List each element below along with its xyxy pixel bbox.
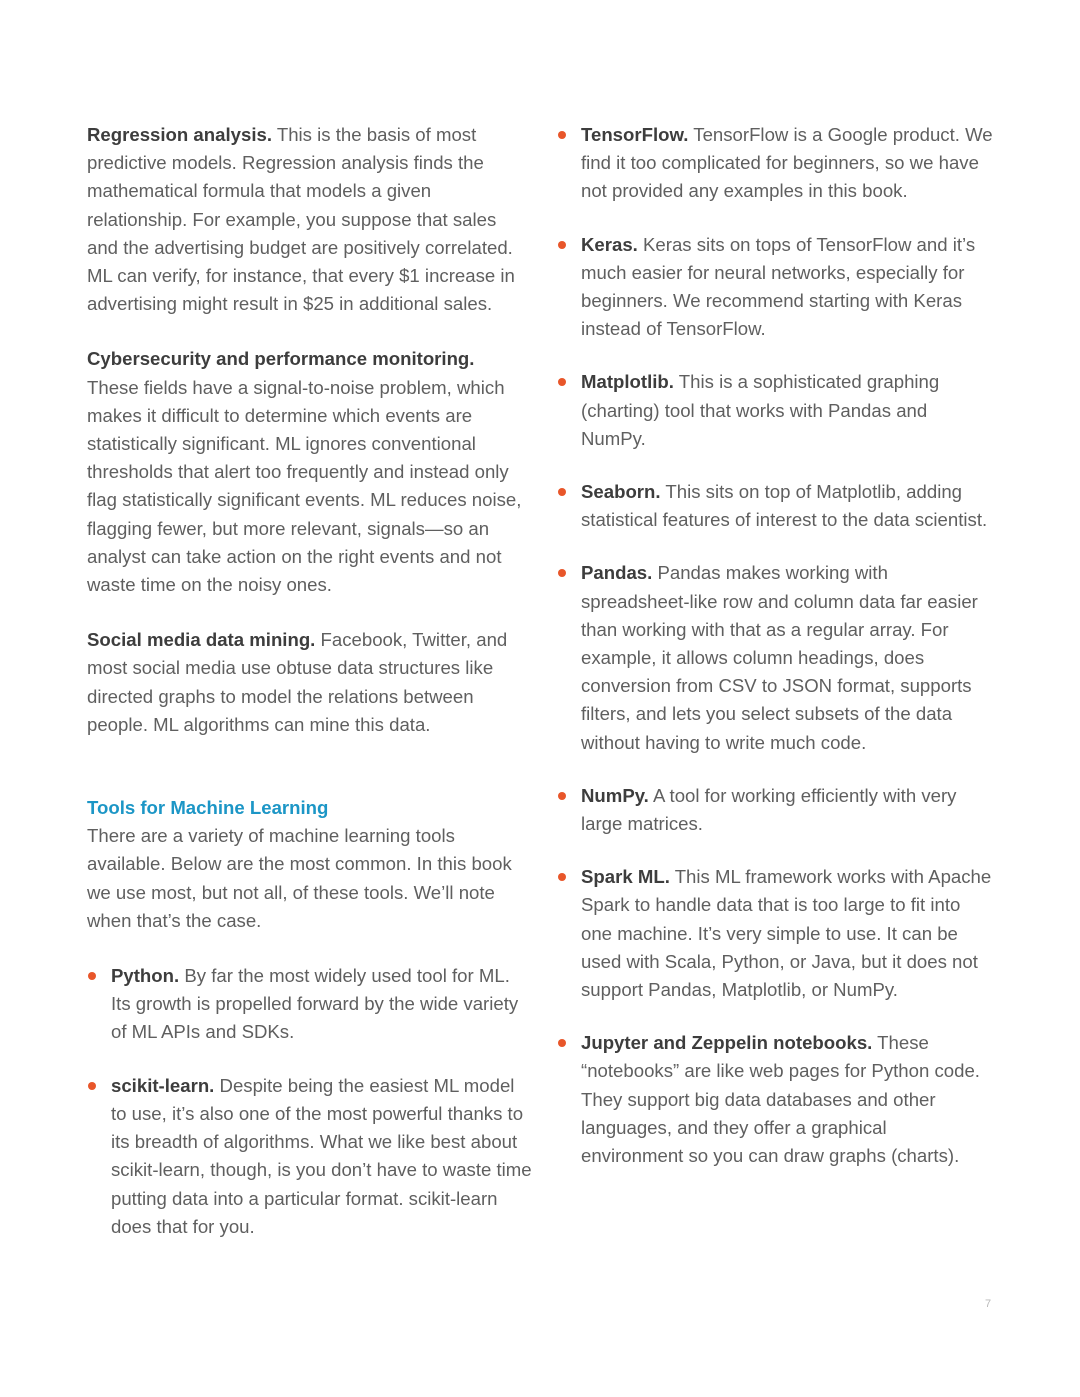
list-item-matplotlib — [557, 368, 993, 453]
list-item-pandas — [557, 559, 993, 756]
paragraph-cybersecurity — [87, 345, 532, 599]
item-text: TensorFlow is a Google product. We find it too complicated for beginners, so we have not provided any examples in this book. — [581, 124, 993, 202]
list-item-seaborn — [557, 478, 993, 534]
tools-list-left — [87, 962, 532, 1241]
item-lead: TensorFlow. — [581, 124, 689, 145]
item-text: By far the most widely used tool for ML. Its growth is propelled forward by the wide variety of ML APIs and SDKs. — [111, 965, 519, 1043]
bullet-dot-icon — [88, 972, 96, 980]
item-lead: Pandas. — [581, 562, 653, 584]
item-text: Despite being the easiest ML model to use, it’s also one of the most powerful thanks to its breadth of algorithms. What we like best about scikit-learn, though, is you don’t have to waste time putting data into a particular format. scikit-learn does that for you. — [111, 1074, 532, 1237]
item-lead: scikit-learn. — [111, 1074, 215, 1096]
item-text: A tool for working efficiently with very large matrices. — [581, 784, 957, 835]
list-item-spark-ml — [557, 863, 993, 1004]
item-lead: NumPy. — [581, 784, 649, 806]
paragraph-social-media — [87, 626, 532, 739]
list-item-tensorflow — [557, 121, 993, 206]
list-item-numpy — [557, 782, 993, 838]
item-lead: Spark ML. — [581, 866, 670, 888]
paragraph-text: This is the basis of most predictive models. Regression analysis finds the mathematical formula that models a given relationship. For example, you suppose that sales and the advertising budget are positively correlated. ML can verify, for instance, that every $1 increase in advertising might result in $25 in additional sales. — [87, 124, 515, 315]
bullet-dot-icon — [558, 873, 566, 881]
list-item-keras — [557, 231, 993, 344]
bullet-dot-icon — [558, 488, 566, 496]
item-text: This is a sophisticated graphing (charting) tool that works with Pandas and NumPy. — [581, 371, 940, 449]
bullet-dot-icon — [558, 792, 566, 800]
bullet-dot-icon — [558, 378, 566, 386]
paragraph-text: These fields have a signal-to-noise problem, which makes it difficult to determine which events are statistically significant. ML ignores conventional thresholds that alert too frequently and instead only flag statistically significant events. ML reduces noise, flagging fewer, but more relevant, signals—so an analyst can take action on the right events and not waste time on the noisy ones. — [87, 376, 522, 596]
paragraph-regression-analysis — [87, 121, 532, 318]
bullet-dot-icon — [558, 131, 566, 139]
item-lead: Seaborn. — [581, 481, 661, 503]
list-item-scikit-learn — [87, 1072, 532, 1241]
item-lead: Keras. — [581, 233, 638, 255]
tools-list-right — [557, 121, 993, 1170]
paragraph-lead: Cybersecurity and performance monitoring. — [87, 348, 475, 370]
list-item-python — [87, 962, 532, 1047]
item-text: This ML framework works with Apache Spark to handle data that is too large to fit into one machine. It’s very simple to use. It can be used with Scala, Python, or Java, but it does not support Pandas, Matplotlib, or NumPy. — [581, 866, 992, 1001]
paragraph-text: Facebook, Twitter, and most social media use obtuse data structures like directed graphs to model the relations between people. ML algorithms can mine this data. — [87, 629, 508, 735]
item-text: This sits on top of Matplotlib, adding statistical features of interest to the data scientist. — [581, 481, 988, 531]
item-text: These “notebooks” are like web pages for Python code. They support big data databases and other languages, and they offer a graphical environment so you can draw graphs (charts). — [581, 1032, 980, 1167]
bullet-dot-icon — [558, 1039, 566, 1047]
bullet-dot-icon — [558, 569, 566, 577]
bullet-dot-icon — [558, 241, 566, 249]
bullet-dot-icon — [88, 1082, 96, 1090]
section-intro: There are a variety of machine learning tools available. Below are the most common. In this book we use most, but not all, of these tools. We’ll note when that’s the case. — [87, 825, 512, 931]
page-number: 7 — [985, 1298, 992, 1310]
item-text: Keras sits on tops of TensorFlow and it’s much easier for neural networks, especially for beginners. We recommend starting with Keras instead of TensorFlow. — [581, 233, 976, 340]
paragraph-lead: Regression analysis. — [87, 124, 272, 145]
left-column — [87, 121, 532, 1266]
item-text: Pandas makes working with spreadsheet-like row and column data far easier than working with that as a regular array. For example, it allows column headings, does conversion from CSV to JSON format, supports filters, and lets you select subsets of the data without having to write much code. — [581, 562, 978, 753]
list-item-jupyter-zeppelin — [557, 1029, 993, 1170]
right-column — [557, 121, 993, 1195]
section-heading: Tools for Machine Learning — [87, 797, 329, 819]
item-lead: Matplotlib. — [581, 371, 674, 393]
paragraph-lead: Social media data mining. — [87, 629, 316, 651]
item-lead: Jupyter and Zeppelin notebooks. — [581, 1032, 873, 1054]
item-lead: Python. — [111, 965, 180, 987]
